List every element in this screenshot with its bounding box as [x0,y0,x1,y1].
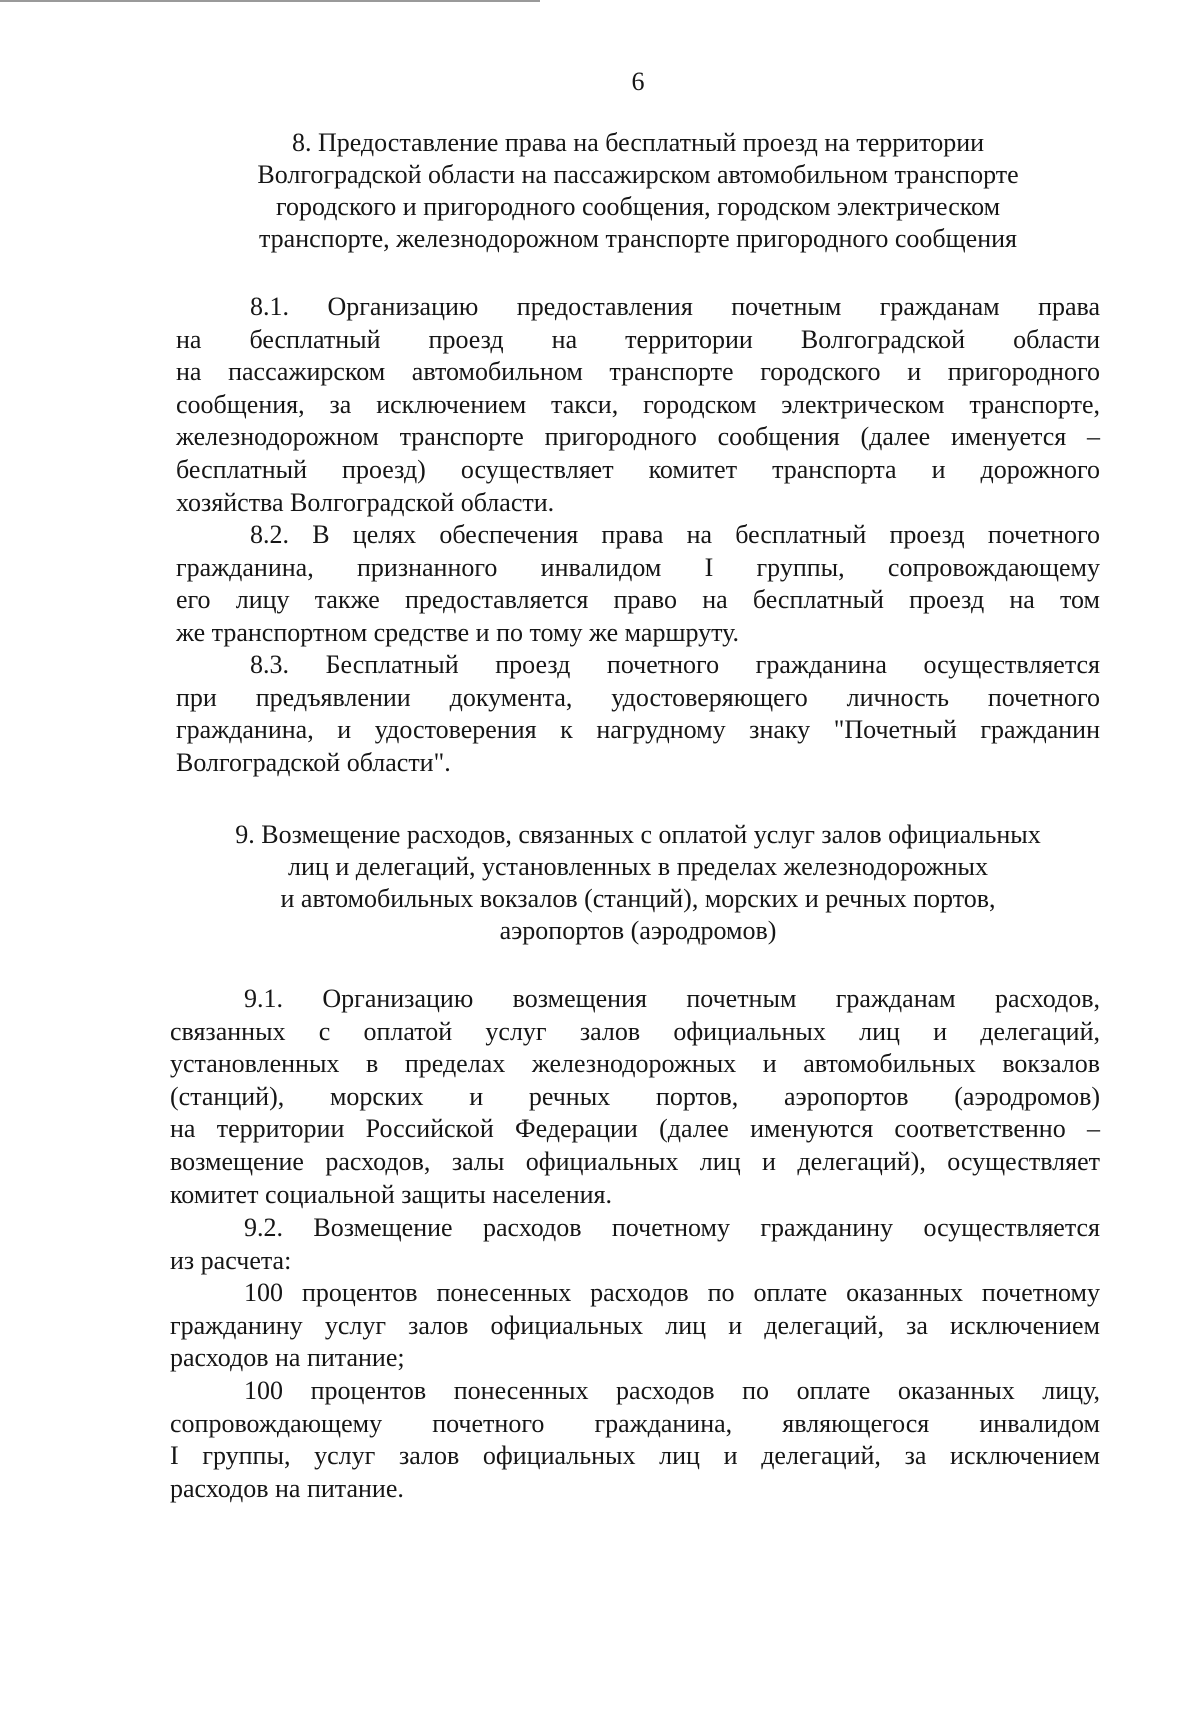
paragraph-line: на пассажирском автомобильном транспорте городского и пригородного [176,357,1100,387]
paragraph-8-3 [176,649,1100,779]
paragraph-line: 8.1. Организацию предоставления почетным гражданам права [250,292,1100,321]
paragraph-line: Волгоградской области". [176,747,451,777]
section-8-heading [176,127,1100,255]
paragraph-line: сообщения, за исключением такси, городском электрическом транспорте, [176,389,1100,419]
paragraph-line: на территории Российской Федерации (далее именуются соответственно – [170,1114,1100,1144]
paragraph-line: 100 процентов понесенных расходов по оплате оказанных лицу, [244,1376,1100,1405]
paragraph-line: его лицу также предоставляется право на бесплатный проезд на том [176,585,1100,615]
paragraph-line: 9.1. Организацию возмещения почетным гражданам расходов, [244,984,1100,1013]
paragraph-line: гражданину услуг залов официальных лиц и делегаций, за исключением [170,1310,1100,1340]
paragraph-line: сопровождающему почетного гражданина, являющегося инвалидом [170,1408,1100,1438]
paragraph-8-1 [176,291,1100,519]
paragraph-line: гражданина, признанного инвалидом I группы, сопровождающему [176,552,1100,582]
paragraph-line: хозяйства Волгоградской области. [176,487,555,517]
paragraph-line: бесплатный проезд) осуществляет комитет транспорта и дорожного [176,454,1100,484]
paragraph-line: 8.3. Бесплатный проезд почетного гражданина осуществляется [250,650,1100,679]
paragraph-line: расходов на питание; [170,1343,405,1373]
paragraph-line: (станций), морских и речных портов, аэропортов (аэродромов) [170,1081,1100,1111]
paragraph-line: 100 процентов понесенных расходов по оплате оказанных почетному [244,1278,1100,1307]
paragraph-8-2 [176,519,1100,649]
paragraph-line: из расчета: [170,1245,292,1275]
heading-line: и автомобильных вокзалов (станций), морских и речных портов, [280,884,996,913]
paragraph-line: 8.2. В целях обеспечения права на бесплатный проезд почетного [250,520,1100,549]
paragraph-line: гражданина, и удостоверения к нагрудному знаку "Почетный гражданин [176,715,1100,745]
paragraph-line: на бесплатный проезд на территории Волгоградской области [176,324,1100,354]
paragraph-line: связанных с оплатой услуг залов официальных лиц и делегаций, [170,1016,1100,1046]
heading-line: 8. Предоставление права на бесплатный проезд на территории [291,128,985,157]
paragraph-line: расходов на питание. [170,1473,404,1503]
paragraph-line: комитет социальной защиты населения. [170,1179,612,1209]
paragraph-line: возмещение расходов, залы официальных лиц и делегаций), осуществляет [170,1146,1100,1176]
document-page [170,0,1100,1713]
heading-line: транспорте, железнодорожном транспорте пригородного сообщения [258,224,1017,253]
heading-line: городского и пригородного сообщения, городском электрическом [275,192,1001,221]
paragraph-line: установленных в пределах железнодорожных и автомобильных вокзалов [170,1049,1100,1079]
page-number: 6 [631,67,645,96]
paragraph-line: при предъявлении документа, удостоверяющего личность почетного [176,682,1100,712]
paragraph-line: же транспортном средстве и по тому же маршруту. [176,617,740,647]
paragraph-line: железнодорожном транспорте пригородного сообщения (далее именуется – [176,422,1100,452]
paragraph-line: 9.2. Возмещение расходов почетному гражданину осуществляется [244,1213,1100,1242]
heading-line: Волгоградской области на пассажирском автомобильном транспорте [257,160,1019,189]
paragraph-rate-2 [170,1375,1100,1505]
heading-line: аэропортов (аэродромов) [499,916,777,945]
paragraph-rate-1 [170,1277,1100,1375]
paragraph-9-1 [170,983,1100,1211]
paragraph-line: I группы, услуг залов официальных лиц и делегаций, за исключением [170,1441,1100,1471]
section-9-heading [176,819,1100,947]
paragraph-9-2 [170,1212,1100,1277]
heading-line: 9. Возмещение расходов, связанных с оплатой услуг залов официальных [235,820,1041,849]
heading-line: лиц и делегаций, установленных в пределах железнодорожных [288,852,988,881]
